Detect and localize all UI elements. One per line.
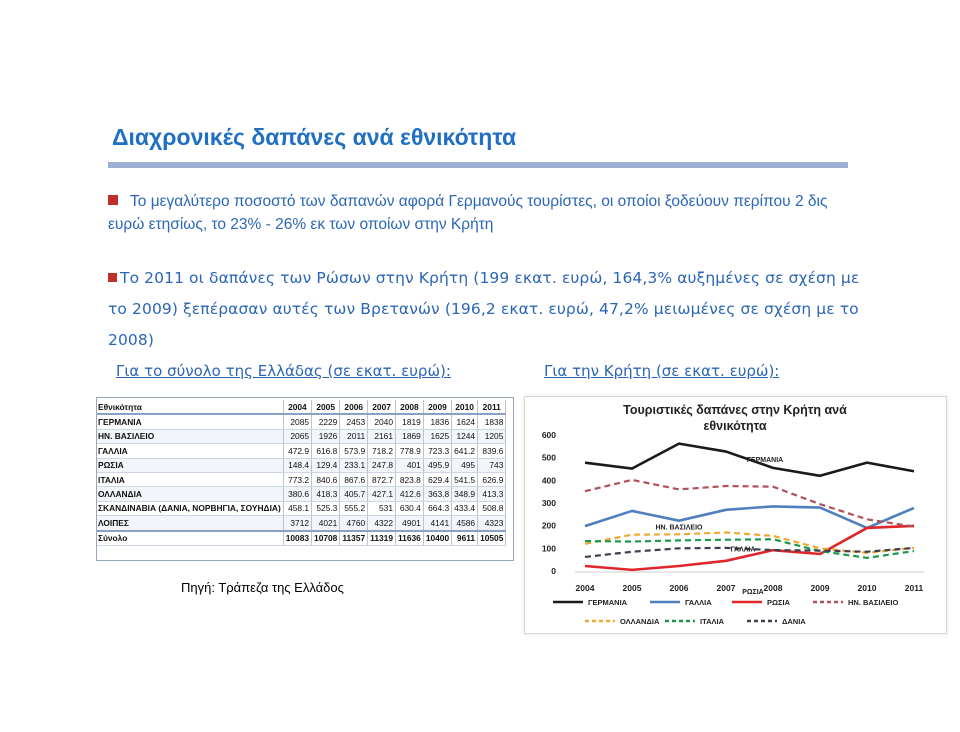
legend-label: ΓΕΡΜΑΝΙΑ (588, 598, 628, 607)
table-cell-value: 233.1 (340, 458, 368, 472)
y-tick-label: 200 (541, 520, 556, 531)
table-cell-value: 3712 (283, 516, 311, 531)
table-header-year: 2005 (312, 400, 340, 414)
table-row (96, 487, 506, 501)
y-tick-label: 400 (541, 475, 556, 486)
x-tick-label: 2004 (575, 583, 595, 593)
table-header-nationality: Εθνικότητα (96, 400, 283, 414)
table-cell-value: 380.6 (283, 487, 311, 501)
table-cell-value: 495.9 (423, 458, 451, 472)
x-tick-label: 2007 (716, 583, 736, 593)
series-annotation: ΓΕΡΜΑΝΙΑ (746, 456, 784, 464)
bullet-russia (108, 263, 868, 356)
legend-label: ΙΤΑΛΙΑ (700, 617, 725, 626)
x-tick-label: 2011 (904, 583, 924, 593)
table-cell-value: 743 (478, 458, 506, 472)
table-cell-value: 433.4 (452, 501, 478, 515)
y-tick-label: 100 (541, 543, 556, 554)
table-row (96, 429, 506, 443)
legend-label: ΓΑΛΛΙΑ (685, 598, 712, 607)
x-tick-label: 2010 (857, 583, 877, 593)
table-cell-nationality: ΛΟΙΠΕΣ (96, 516, 283, 531)
series-annotation: ΗΝ. ΒΑΣΙΛΕΙΟ (655, 524, 703, 532)
table-cell-nationality: ΟΛΛΑΝΔΙΑ (96, 487, 283, 501)
table-cell-value: 9611 (452, 531, 478, 546)
table-cell-value: 629.4 (423, 472, 451, 486)
table-cell-value: 872.7 (368, 472, 396, 486)
table-cell-value: 555.2 (340, 501, 368, 515)
table-cell-value: 363.8 (423, 487, 451, 501)
y-tick-label: 500 (541, 452, 556, 463)
table-cell-value: 1838 (478, 414, 506, 429)
chart-title: εθνικότητα (703, 419, 767, 433)
table-header-row (96, 400, 506, 414)
table-cell-value: 4760 (340, 516, 368, 531)
title-underline (108, 162, 848, 168)
table-cell-value: 4323 (478, 516, 506, 531)
table-header-year: 2011 (478, 400, 506, 414)
bullet-square-icon (108, 273, 117, 282)
table-cell-value: 4586 (452, 516, 478, 531)
table-cell-value: 427.1 (368, 487, 396, 501)
table-cell-value: 148.4 (283, 458, 311, 472)
table-cell-value: 823.8 (395, 472, 423, 486)
table-cell-value: 348.9 (452, 487, 478, 501)
table-cell-value: 1869 (395, 429, 423, 443)
table-header-year: 2006 (340, 400, 368, 414)
table-row (96, 501, 506, 515)
table-cell-value: 11636 (395, 531, 423, 546)
legend-label: ΗΝ. ΒΑΣΙΛΕΙΟ (848, 598, 899, 607)
table-cell-nationality: ΡΩΣΙΑ (96, 458, 283, 472)
table-row (96, 472, 506, 486)
table-row (96, 458, 506, 472)
table-header-year: 2009 (423, 400, 451, 414)
table-header-year: 2004 (283, 400, 311, 414)
slide-title: Διαχρονικές δαπάνες ανά εθνικότητα (112, 124, 517, 150)
table-cell-value: 418.3 (312, 487, 340, 501)
table-cell-value: 626.9 (478, 472, 506, 486)
table-cell-value: 10708 (312, 531, 340, 546)
table-cell-value: 458.1 (283, 501, 311, 515)
table-header-year: 2008 (395, 400, 423, 414)
table-cell-value: 2085 (283, 414, 311, 429)
legend-label: ΟΛΛΑΝΔΙΑ (620, 617, 660, 626)
table-row (96, 516, 506, 531)
table-cell-value: 840.6 (312, 472, 340, 486)
table-cell-value: 472.9 (283, 444, 311, 458)
x-tick-label: 2006 (669, 583, 689, 593)
table-cell-value: 412.6 (395, 487, 423, 501)
x-tick-label: 2009 (810, 583, 830, 593)
subtitle-crete: Για την Κρήτη (σε εκατ. ευρώ): (544, 362, 780, 380)
y-tick-label: 0 (551, 566, 556, 576)
table-cell-value: 10083 (283, 531, 311, 546)
table-cell-nationality: ΣΚΑΝΔΙΝΑΒΙΑ (ΔΑΝΙΑ, ΝΟΡΒΗΓΙΑ, ΣΟΥΗΔΙΑ) (96, 501, 283, 515)
table-cell-value: 2161 (368, 429, 396, 443)
chart-title: Τουριστικές δαπάνες στην Κρήτη ανά (623, 403, 847, 417)
bullet-square-icon (108, 195, 118, 205)
table-cell-value: 2011 (340, 429, 368, 443)
table-cell-value: 247.8 (368, 458, 396, 472)
table-cell-value: 1625 (423, 429, 451, 443)
table-cell-nationality: ΗΝ. ΒΑΣΙΛΕΙΟ (96, 429, 283, 443)
table-cell-nationality: ΓΕΡΜΑΝΙΑ (96, 414, 283, 429)
subtitle-greece: Για το σύνολο της Ελλάδας (σε εκατ. ευρώ): (116, 362, 451, 380)
table-cell-value: 495 (452, 458, 478, 472)
table-cell-value: 2040 (368, 414, 396, 429)
table-cell-value: 1244 (452, 429, 478, 443)
series-annotation: ΓΑΛΛΙΑ (730, 546, 756, 554)
table-header-year: 2010 (452, 400, 478, 414)
y-tick-label: 300 (541, 498, 556, 508)
table-header-year: 2007 (368, 400, 396, 414)
table-cell-value: 4322 (368, 516, 396, 531)
table-cell-value: 405.7 (340, 487, 368, 501)
table-cell-value: 573.9 (340, 444, 368, 458)
table-cell-nationality: ΙΤΑΛΙΑ (96, 472, 283, 486)
table-cell-value: 10505 (478, 531, 506, 546)
table-row (96, 414, 506, 429)
table-cell-value: 2453 (340, 414, 368, 429)
x-tick-label: 2008 (763, 583, 783, 593)
table-cell-value: 11319 (368, 531, 396, 546)
table-cell-value: 1624 (452, 414, 478, 429)
table-cell-value: 1819 (395, 414, 423, 429)
table-cell-value: 2065 (283, 429, 311, 443)
bullet-germany-text: Το μεγαλύτερο ποσοστό των δαπανών αφορά Γερμανούς τουρίστες, οι οποίοι ξοδεύουν περίπου 2 δις ευρώ ετησίως, το 23% - 26% εκ των οποίων στην Κρήτη (108, 193, 828, 233)
table-cell-value: 723.3 (423, 444, 451, 458)
table-cell-value: 839.6 (478, 444, 506, 458)
table-total-row (96, 531, 506, 546)
table-cell-nationality: ΓΑΛΛΙΑ (96, 444, 283, 458)
table-cell-value: 413.3 (478, 487, 506, 501)
table-cell-value: 641.2 (452, 444, 478, 458)
table-cell-value: 664.3 (423, 501, 451, 515)
table-cell-value: 11357 (340, 531, 368, 546)
series-annotation: ΡΩΣΙΑ (742, 589, 764, 597)
table-cell-nationality: Σύνολο (96, 531, 283, 546)
series-line (585, 506, 914, 528)
table-cell-value: 129.4 (312, 458, 340, 472)
x-tick-label: 2005 (622, 583, 642, 593)
legend-label: ΔΑΝΙΑ (782, 617, 806, 626)
spending-table (96, 400, 506, 546)
table-cell-value: 630.4 (395, 501, 423, 515)
crete-chart-svg (525, 397, 946, 633)
table-cell-value: 773.2 (283, 472, 311, 486)
table-cell-value: 4901 (395, 516, 423, 531)
table-cell-value: 718.2 (368, 444, 396, 458)
table-cell-value: 867.6 (340, 472, 368, 486)
table-cell-value: 541.5 (452, 472, 478, 486)
table-cell-value: 1926 (312, 429, 340, 443)
table-cell-value: 4021 (312, 516, 340, 531)
table-cell-value: 2229 (312, 414, 340, 429)
source-note: Πηγή: Τράπεζα της Ελλάδος (181, 580, 344, 595)
y-tick-label: 600 (541, 430, 556, 440)
crete-chart (524, 396, 947, 634)
table-cell-value: 525.3 (312, 501, 340, 515)
series-line (585, 480, 914, 527)
table-cell-value: 4141 (423, 516, 451, 531)
bullet-russia-text: Το 2011 οι δαπάνες των Ρώσων στην Κρήτη (199 εκατ. ευρώ, 164,3% αυξημένες σε σχέση με το 2009) ξεπέρασαν αυτές των Βρετανών (196,2 εκατ. ευρώ, 47,2% μειωμένες σε σχέση με το 2008) (108, 269, 860, 349)
table-cell-value: 778.9 (395, 444, 423, 458)
table-cell-value: 508.8 (478, 501, 506, 515)
table-row (96, 444, 506, 458)
legend-label: ΡΩΣΙΑ (767, 598, 791, 607)
table-cell-value: 10400 (423, 531, 451, 546)
table-cell-value: 1205 (478, 429, 506, 443)
table-cell-value: 1836 (423, 414, 451, 429)
table-cell-value: 531 (368, 501, 396, 515)
table-cell-value: 616.8 (312, 444, 340, 458)
bullet-germany (108, 190, 828, 236)
table-cell-value: 401 (395, 458, 423, 472)
